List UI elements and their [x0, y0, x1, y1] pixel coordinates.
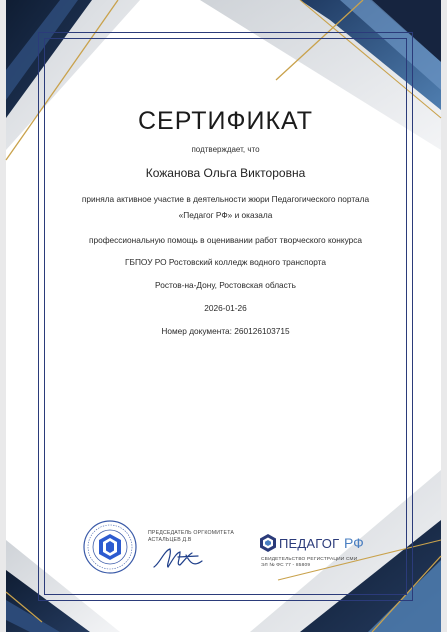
chairman-name: АСТАЛЬЦЕВ Д.В	[148, 536, 192, 543]
registry-number: ЭЛ № ФС 77 - 85809	[261, 563, 311, 568]
recipient-name: Кожанова Ольга Викторовна	[145, 166, 306, 180]
chairman-label	[148, 530, 234, 543]
date-line: 2026-01-26	[204, 303, 247, 313]
brand-name: ПЕДАГОГ	[279, 536, 340, 551]
text-line-3: профессиональную помощь в оценивании работ творческого конкурса	[88, 235, 363, 245]
document-number-line: Номер документа: 260126103715	[161, 326, 290, 336]
certificate-title: СЕРТИФИКАТ	[137, 107, 314, 135]
registry-title: СВИДЕТЕЛЬСТВО РЕГИСТРАЦИИ СМИ	[261, 557, 358, 562]
location-line: Ростов-на-Дону, Ростовская область	[155, 280, 296, 290]
organization-seal-icon	[82, 519, 138, 575]
certificate-subtitle: подтверждает, что	[191, 145, 260, 154]
chairman-title: ПРЕДСЕДАТЕЛЬ ОРГКОМИТЕТА	[148, 530, 235, 536]
organization-line: ГБПОУ РО Ростовский колледж водного транспорта	[125, 257, 326, 267]
signature-image	[150, 543, 210, 573]
brand-suffix: РФ	[344, 535, 364, 551]
text-line-1: приняла активное участие в деятельности жюри Педагогического портала	[81, 194, 370, 204]
media-registration	[261, 557, 357, 569]
text-line-2: «Педагог РФ» и оказала	[178, 210, 273, 220]
